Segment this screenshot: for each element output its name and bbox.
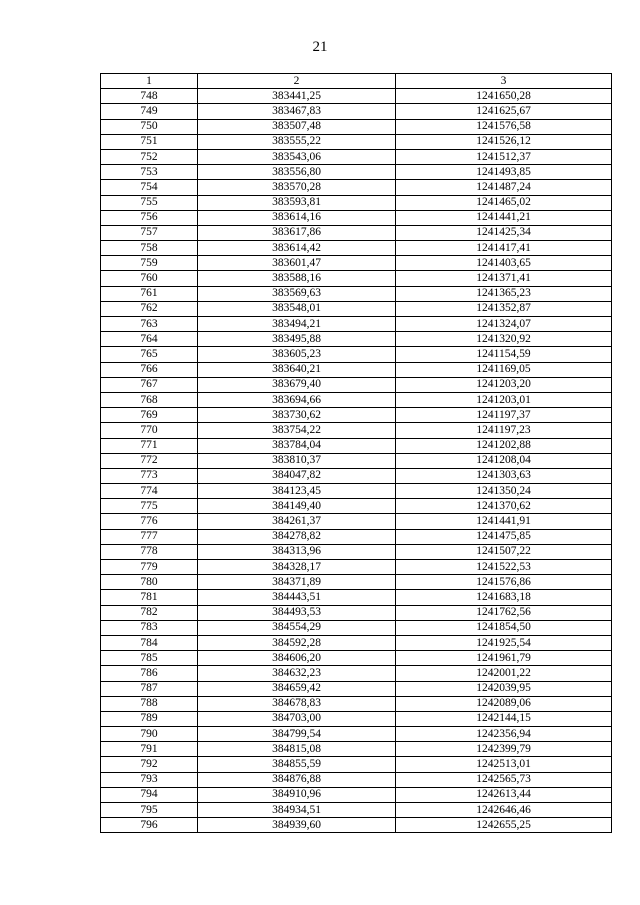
point-number-cell: 789 — [101, 711, 198, 726]
y-coordinate-cell: 1241324,07 — [396, 317, 612, 332]
table-row — [101, 757, 612, 772]
x-coordinate-cell: 384678,83 — [198, 696, 396, 711]
x-coordinate-cell: 384703,00 — [198, 711, 396, 726]
coordinates-table — [100, 73, 612, 833]
point-number-cell: 783 — [101, 620, 198, 635]
x-coordinate-cell: 384934,51 — [198, 803, 396, 818]
point-number-cell: 793 — [101, 772, 198, 787]
column-header-2: 2 — [198, 74, 396, 89]
x-coordinate-cell: 384815,08 — [198, 742, 396, 757]
point-number-cell: 768 — [101, 392, 198, 407]
x-coordinate-cell: 384659,42 — [198, 681, 396, 696]
point-number-cell: 775 — [101, 499, 198, 514]
y-coordinate-cell: 1241650,28 — [396, 89, 612, 104]
y-coordinate-cell: 1241202,88 — [396, 438, 612, 453]
y-coordinate-cell: 1242356,94 — [396, 727, 612, 742]
y-coordinate-cell: 1242655,25 — [396, 818, 612, 833]
table-row — [101, 544, 612, 559]
table-row — [101, 332, 612, 347]
x-coordinate-cell: 383569,63 — [198, 286, 396, 301]
table-row — [101, 195, 612, 210]
y-coordinate-cell: 1241203,01 — [396, 392, 612, 407]
column-header-1: 1 — [101, 74, 198, 89]
y-coordinate-cell: 1241576,86 — [396, 575, 612, 590]
table-row — [101, 301, 612, 316]
x-coordinate-cell: 383593,81 — [198, 195, 396, 210]
point-number-cell: 757 — [101, 225, 198, 240]
point-number-cell: 780 — [101, 575, 198, 590]
table-row — [101, 590, 612, 605]
point-number-cell: 751 — [101, 134, 198, 149]
y-coordinate-cell: 1241507,22 — [396, 544, 612, 559]
y-coordinate-cell: 1241352,87 — [396, 301, 612, 316]
table-row — [101, 149, 612, 164]
x-coordinate-cell: 383570,28 — [198, 180, 396, 195]
point-number-cell: 759 — [101, 256, 198, 271]
table-header-row — [101, 74, 612, 89]
table-row — [101, 575, 612, 590]
point-number-cell: 794 — [101, 787, 198, 802]
table-row — [101, 317, 612, 332]
table-row — [101, 787, 612, 802]
y-coordinate-cell: 1241371,41 — [396, 271, 612, 286]
y-coordinate-cell: 1242565,73 — [396, 772, 612, 787]
y-coordinate-cell: 1241154,59 — [396, 347, 612, 362]
y-coordinate-cell: 1241522,53 — [396, 560, 612, 575]
y-coordinate-cell: 1241625,67 — [396, 104, 612, 119]
y-coordinate-cell: 1241417,41 — [396, 241, 612, 256]
point-number-cell: 764 — [101, 332, 198, 347]
point-number-cell: 786 — [101, 666, 198, 681]
x-coordinate-cell: 384910,96 — [198, 787, 396, 802]
table-body — [101, 89, 612, 833]
y-coordinate-cell: 1241441,21 — [396, 210, 612, 225]
x-coordinate-cell: 383601,47 — [198, 256, 396, 271]
x-coordinate-cell: 384876,88 — [198, 772, 396, 787]
x-coordinate-cell: 384328,17 — [198, 560, 396, 575]
table-row — [101, 225, 612, 240]
table-row — [101, 256, 612, 271]
table-row — [101, 392, 612, 407]
y-coordinate-cell: 1241475,85 — [396, 529, 612, 544]
y-coordinate-cell: 1241425,34 — [396, 225, 612, 240]
point-number-cell: 761 — [101, 286, 198, 301]
y-coordinate-cell: 1242613,44 — [396, 787, 612, 802]
x-coordinate-cell: 384047,82 — [198, 468, 396, 483]
y-coordinate-cell: 1241961,79 — [396, 651, 612, 666]
point-number-cell: 774 — [101, 484, 198, 499]
x-coordinate-cell: 383605,23 — [198, 347, 396, 362]
table-row — [101, 560, 612, 575]
table-row — [101, 727, 612, 742]
x-coordinate-cell: 383617,86 — [198, 225, 396, 240]
table-row — [101, 666, 612, 681]
y-coordinate-cell: 1241403,65 — [396, 256, 612, 271]
y-coordinate-cell: 1241465,02 — [396, 195, 612, 210]
point-number-cell: 758 — [101, 241, 198, 256]
y-coordinate-cell: 1241683,18 — [396, 590, 612, 605]
table-row — [101, 711, 612, 726]
x-coordinate-cell: 384493,53 — [198, 605, 396, 620]
table-row — [101, 696, 612, 711]
table-row — [101, 347, 612, 362]
y-coordinate-cell: 1241512,37 — [396, 149, 612, 164]
x-coordinate-cell: 384278,82 — [198, 529, 396, 544]
y-coordinate-cell: 1241169,05 — [396, 362, 612, 377]
point-number-cell: 753 — [101, 165, 198, 180]
y-coordinate-cell: 1241370,62 — [396, 499, 612, 514]
point-number-cell: 795 — [101, 803, 198, 818]
point-number-cell: 778 — [101, 544, 198, 559]
point-number-cell: 784 — [101, 635, 198, 650]
x-coordinate-cell: 383543,06 — [198, 149, 396, 164]
column-header-3: 3 — [396, 74, 612, 89]
x-coordinate-cell: 384632,23 — [198, 666, 396, 681]
x-coordinate-cell: 384371,89 — [198, 575, 396, 590]
table-row — [101, 104, 612, 119]
point-number-cell: 782 — [101, 605, 198, 620]
y-coordinate-cell: 1242089,06 — [396, 696, 612, 711]
table-row — [101, 377, 612, 392]
point-number-cell: 762 — [101, 301, 198, 316]
x-coordinate-cell: 383495,88 — [198, 332, 396, 347]
table-row — [101, 620, 612, 635]
y-coordinate-cell: 1242646,46 — [396, 803, 612, 818]
x-coordinate-cell: 383614,42 — [198, 241, 396, 256]
y-coordinate-cell: 1241320,92 — [396, 332, 612, 347]
x-coordinate-cell: 383679,40 — [198, 377, 396, 392]
table-row — [101, 210, 612, 225]
y-coordinate-cell: 1242144,15 — [396, 711, 612, 726]
x-coordinate-cell: 384606,20 — [198, 651, 396, 666]
point-number-cell: 779 — [101, 560, 198, 575]
x-coordinate-cell: 383730,62 — [198, 408, 396, 423]
y-coordinate-cell: 1241197,23 — [396, 423, 612, 438]
y-coordinate-cell: 1241576,58 — [396, 119, 612, 134]
table-row — [101, 803, 612, 818]
point-number-cell: 769 — [101, 408, 198, 423]
y-coordinate-cell: 1241526,12 — [396, 134, 612, 149]
y-coordinate-cell: 1241365,23 — [396, 286, 612, 301]
y-coordinate-cell: 1241350,24 — [396, 484, 612, 499]
point-number-cell: 792 — [101, 757, 198, 772]
y-coordinate-cell: 1241493,85 — [396, 165, 612, 180]
x-coordinate-cell: 383810,37 — [198, 453, 396, 468]
table-row — [101, 180, 612, 195]
point-number-cell: 749 — [101, 104, 198, 119]
table-row — [101, 818, 612, 833]
y-coordinate-cell: 1241203,20 — [396, 377, 612, 392]
point-number-cell: 788 — [101, 696, 198, 711]
point-number-cell: 754 — [101, 180, 198, 195]
x-coordinate-cell: 383494,21 — [198, 317, 396, 332]
point-number-cell: 770 — [101, 423, 198, 438]
y-coordinate-cell: 1241303,63 — [396, 468, 612, 483]
table-row — [101, 453, 612, 468]
table-row — [101, 772, 612, 787]
y-coordinate-cell: 1242039,95 — [396, 681, 612, 696]
x-coordinate-cell: 383441,25 — [198, 89, 396, 104]
x-coordinate-cell: 384261,37 — [198, 514, 396, 529]
x-coordinate-cell: 384313,96 — [198, 544, 396, 559]
point-number-cell: 776 — [101, 514, 198, 529]
x-coordinate-cell: 383467,83 — [198, 104, 396, 119]
point-number-cell: 752 — [101, 149, 198, 164]
point-number-cell: 787 — [101, 681, 198, 696]
point-number-cell: 755 — [101, 195, 198, 210]
x-coordinate-cell: 384592,28 — [198, 635, 396, 650]
point-number-cell: 750 — [101, 119, 198, 134]
x-coordinate-cell: 383556,80 — [198, 165, 396, 180]
table-row — [101, 119, 612, 134]
x-coordinate-cell: 384939,60 — [198, 818, 396, 833]
point-number-cell: 756 — [101, 210, 198, 225]
y-coordinate-cell: 1242513,01 — [396, 757, 612, 772]
point-number-cell: 767 — [101, 377, 198, 392]
point-number-cell: 765 — [101, 347, 198, 362]
table-row — [101, 134, 612, 149]
table-row — [101, 499, 612, 514]
table-row — [101, 438, 612, 453]
page-number: 21 — [312, 39, 328, 55]
table-row — [101, 514, 612, 529]
table-row — [101, 408, 612, 423]
y-coordinate-cell: 1241762,56 — [396, 605, 612, 620]
table-row — [101, 484, 612, 499]
table-row — [101, 635, 612, 650]
point-number-cell: 772 — [101, 453, 198, 468]
table-row — [101, 605, 612, 620]
table-row — [101, 423, 612, 438]
y-coordinate-cell: 1241208,04 — [396, 453, 612, 468]
table-row — [101, 241, 612, 256]
point-number-cell: 771 — [101, 438, 198, 453]
table-row — [101, 651, 612, 666]
x-coordinate-cell: 383640,21 — [198, 362, 396, 377]
x-coordinate-cell: 383784,04 — [198, 438, 396, 453]
x-coordinate-cell: 384554,29 — [198, 620, 396, 635]
table-row — [101, 165, 612, 180]
x-coordinate-cell: 384855,59 — [198, 757, 396, 772]
point-number-cell: 790 — [101, 727, 198, 742]
table-row — [101, 286, 612, 301]
x-coordinate-cell: 383507,48 — [198, 119, 396, 134]
x-coordinate-cell: 383555,22 — [198, 134, 396, 149]
y-coordinate-cell: 1241197,37 — [396, 408, 612, 423]
y-coordinate-cell: 1241441,91 — [396, 514, 612, 529]
point-number-cell: 763 — [101, 317, 198, 332]
x-coordinate-cell: 384123,45 — [198, 484, 396, 499]
x-coordinate-cell: 383588,16 — [198, 271, 396, 286]
point-number-cell: 781 — [101, 590, 198, 605]
table-row — [101, 681, 612, 696]
point-number-cell: 785 — [101, 651, 198, 666]
x-coordinate-cell: 384443,51 — [198, 590, 396, 605]
point-number-cell: 777 — [101, 529, 198, 544]
y-coordinate-cell: 1241854,50 — [396, 620, 612, 635]
table-row — [101, 742, 612, 757]
y-coordinate-cell: 1241487,24 — [396, 180, 612, 195]
x-coordinate-cell: 383614,16 — [198, 210, 396, 225]
point-number-cell: 748 — [101, 89, 198, 104]
y-coordinate-cell: 1242399,79 — [396, 742, 612, 757]
point-number-cell: 773 — [101, 468, 198, 483]
point-number-cell: 766 — [101, 362, 198, 377]
point-number-cell: 791 — [101, 742, 198, 757]
y-coordinate-cell: 1241925,54 — [396, 635, 612, 650]
y-coordinate-cell: 1242001,22 — [396, 666, 612, 681]
x-coordinate-cell: 383548,01 — [198, 301, 396, 316]
x-coordinate-cell: 383754,22 — [198, 423, 396, 438]
table-row — [101, 468, 612, 483]
point-number-cell: 796 — [101, 818, 198, 833]
table-row — [101, 271, 612, 286]
x-coordinate-cell: 384799,54 — [198, 727, 396, 742]
table-row — [101, 89, 612, 104]
point-number-cell: 760 — [101, 271, 198, 286]
x-coordinate-cell: 384149,40 — [198, 499, 396, 514]
x-coordinate-cell: 383694,66 — [198, 392, 396, 407]
table-row — [101, 362, 612, 377]
table-row — [101, 529, 612, 544]
